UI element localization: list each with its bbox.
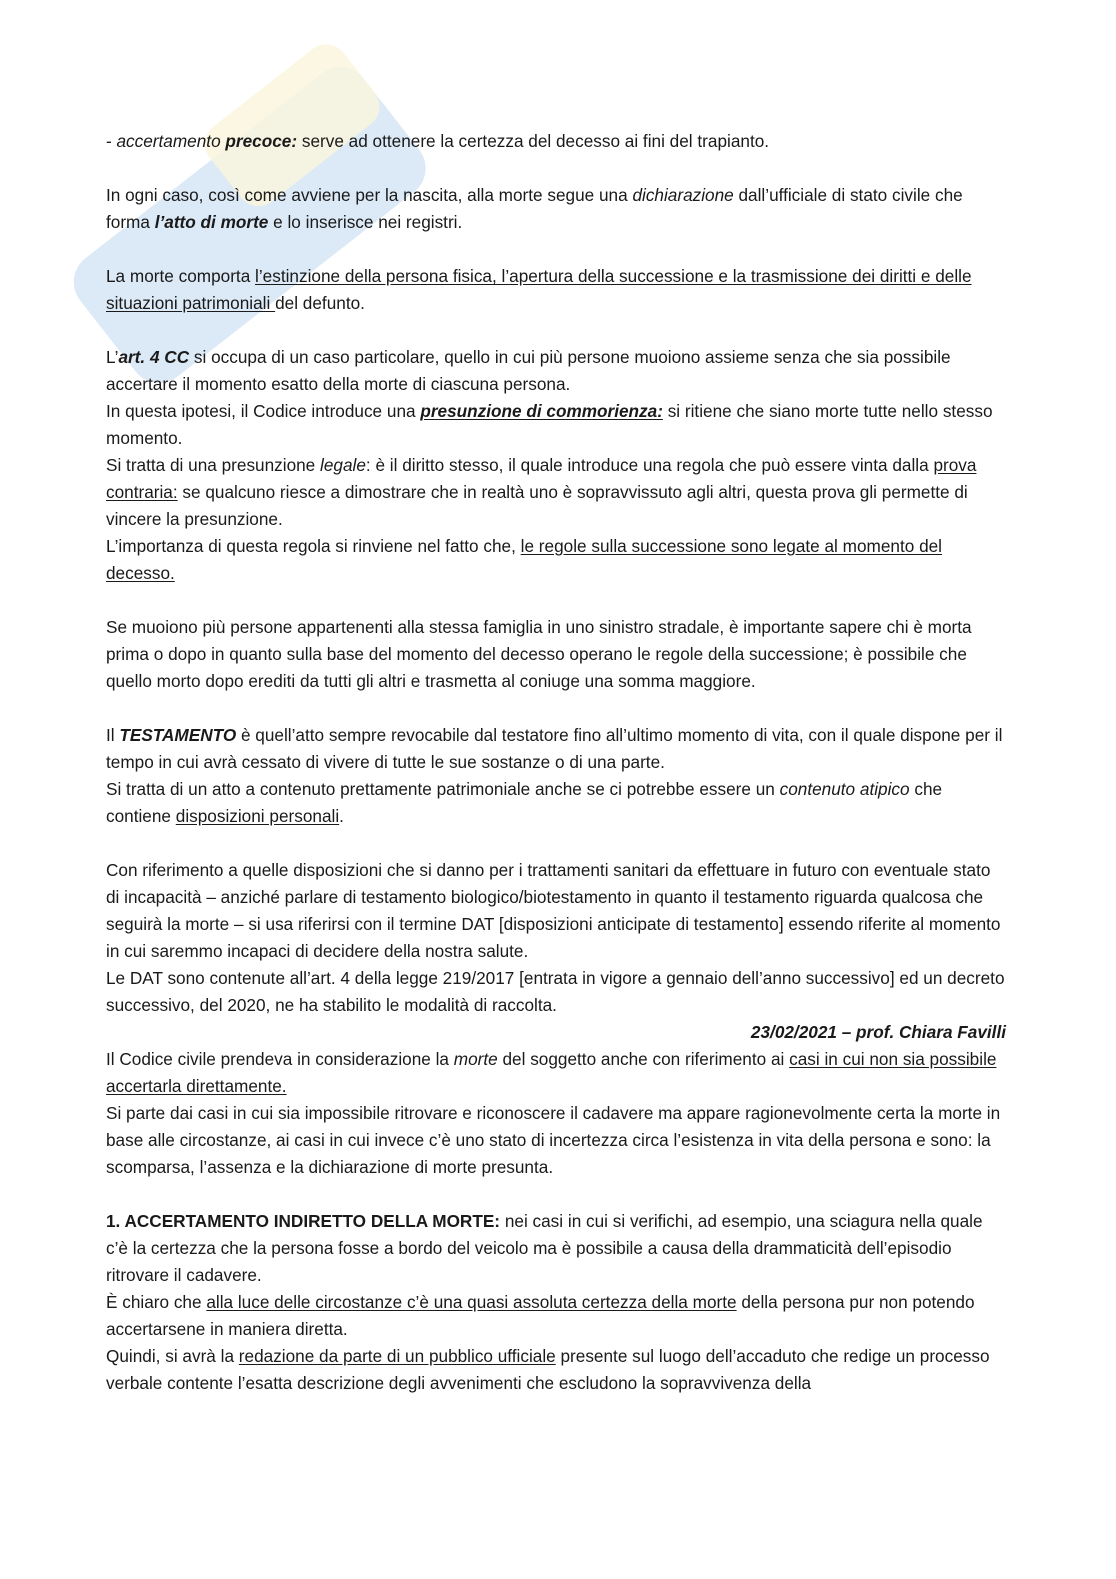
paragraph-art4: L’art. 4 CC si occupa di un caso particolare, quello in cui più persone muoiono assieme senza che sia possibile accertare il momento esatto della morte di ciascuna persona.: [106, 347, 951, 394]
paragraph-pubblico-ufficiale: Quindi, si avrà la redazione da parte di un pubblico ufficiale presente sul luogo dell’accaduto che redige un processo verbale contente l’esatta descrizione degli avvenimenti che escludono la sopravvivenza della: [106, 1346, 990, 1393]
paragraph-legge-219: Le DAT sono contenute all’art. 4 della legge 219/2017 [entrata in vigore a gennaio dell’anno successivo] ed un decreto successivo, del 2020, ne ha stabilito le modalità di raccolta.: [106, 968, 1005, 1015]
paragraph-presunzione-legale: Si tratta di una presunzione legale: è il diritto stesso, il quale introduce una regola che può essere vinta dalla prova contraria: se qualcuno riesce a dimostrare che in realtà uno è sopravvissuto agli altri, questa prova gli permette di vincere la presunzione.: [106, 455, 977, 529]
lecture-date: 23/02/2021 – prof. Chiara Favilli: [750, 1022, 1006, 1042]
document-page: [106, 128, 1006, 1397]
paragraph-circostanze: È chiaro che alla luce delle circostanze c’è una quasi assoluta certezza della morte della persona pur non potendo accertarsene in maniera diretta.: [106, 1292, 975, 1339]
paragraph-commorienza: In questa ipotesi, il Codice introduce una presunzione di commorienza: si ritiene che siano morte tutte nello stesso momento.: [106, 401, 993, 448]
paragraph-codice-civile: Il Codice civile prendeva in considerazione la morte del soggetto anche con riferimento ai casi in cui non sia possibile accertarla direttamente.: [106, 1049, 997, 1096]
paragraph-accertamento-precoce: - accertamento precoce: serve ad ottenere la certezza del decesso ai fini del trapianto.: [106, 131, 770, 151]
paragraph-effetti-morte: La morte comporta l’estinzione della persona fisica, l’apertura della successione e la trasmissione dei diritti e delle situazioni patrimoniali del defunto.: [106, 266, 972, 313]
paragraph-contenuto-atipico: Si tratta di un atto a contenuto prettamente patrimoniale anche se ci potrebbe essere un contenuto atipico che contiene disposizioni personali.: [106, 779, 943, 826]
paragraph-sinistro: Se muoiono più persone appartenenti alla stessa famiglia in uno sinistro stradale, è importante sapere chi è morta prima o dopo in quanto sulla base del momento del decesso operano le regole della successione; è possibile che quello morto dopo erediti da tutti gli altri e trasmetta al coniuge una somma maggiore.: [106, 617, 972, 691]
paragraph-dichiarazione: In ogni caso, così come avviene per la nascita, alla morte segue una dichiarazione dall’ufficiale di stato civile che forma l’atto di morte e lo inserisce nei registri.: [106, 185, 963, 232]
paragraph-casi: Si parte dai casi in cui sia impossibile ritrovare e riconoscere il cadavere ma appare ragionevolmente certa la morte in base alle circostanze, ai casi in cui invece c’è uno stato di incertezza circa l’esistenza in vita della persona e sono: la scomparsa, l’assenza e la dichiarazione di morte presunta.: [106, 1103, 1001, 1177]
paragraph-accertamento-indiretto: 1. ACCERTAMENTO INDIRETTO DELLA MORTE: nei casi in cui si verifichi, ad esempio, una sciagura nella quale c’è la certezza che la persona fosse a bordo del veicolo ma è possibile a causa della drammaticità dell’episodio ritrovare il cadavere.: [106, 1211, 983, 1285]
paragraph-dat: Con riferimento a quelle disposizioni che si danno per i trattamenti sanitari da effettuare in futuro con eventuale stato di incapacità – anziché parlare di testamento biologico/biotestamento in quanto il testamento riguarda qualcosa che seguirà la morte – si usa riferirsi con il termine DAT [disposizioni anticipate di testamento] essendo riferite al momento in cui saremmo incapaci di decidere della nostra salute.: [106, 860, 1001, 961]
paragraph-testamento: Il TESTAMENTO è quell’atto sempre revocabile dal testatore fino all’ultimo momento di vita, con il quale dispone per il tempo in cui avrà cessato di vivere di tutte le sue sostanze o di una parte.: [106, 725, 1003, 772]
paragraph-importanza: L’importanza di questa regola si rinviene nel fatto che, le regole sulla successione sono legate al momento del decesso.: [106, 536, 943, 583]
